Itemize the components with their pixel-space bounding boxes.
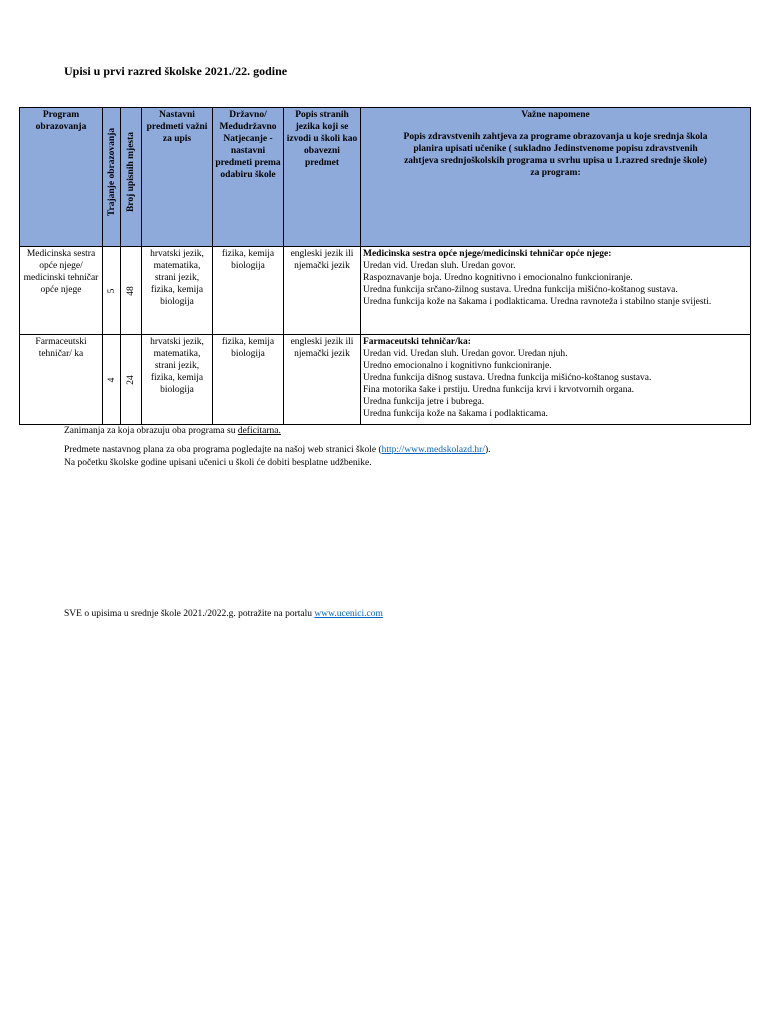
row-natjecanje: fizika, kemija biologija (213, 335, 284, 425)
header-program: Program obrazovanja (20, 108, 103, 247)
header-trajanje: Trajanje obrazovanja (103, 108, 121, 247)
row-natjecanje: fizika, kemija biologija (213, 247, 284, 335)
note-plan: Predmete nastavnog plana za oba programa pogledajte na našoj web stranici škole (http://www.medskolazd.hr/). (64, 445, 491, 455)
ucenici-portal-link[interactable]: www.ucenici.com (314, 609, 383, 619)
row-requirements (361, 247, 751, 335)
row-predmeti: hrvatski jezik, matematika, strani jezik, fizika, kemija biologija (142, 247, 213, 335)
row-broj: 48 (121, 247, 142, 335)
requirements-title: Medicinska sestra opće njege/medicinski tehničar opće njege: (363, 249, 612, 259)
requirement-line: Raspoznavanje boja. Uredno kognitivno i emocionalno funkcioniranje. (363, 273, 633, 283)
note-sve: SVE o upisima u srednje škole 2021./2022.g. potražite na portalu www.ucenici.com (64, 609, 383, 619)
row-program: Farmaceutski tehničar/ ka (20, 335, 103, 425)
note-deficitarna: Zanimanja za koja obrazuju oba programa su deficitarna. (64, 426, 281, 436)
requirement-line: Uredna funkcija srčano-žilnog sustava. Uredna funkcija mišićno-koštanog sustava. (363, 285, 678, 295)
page-title: Upisi u prvi razred školske 2021./22. godine (64, 64, 288, 78)
requirement-line: Fina motorika šake i prstiju. Uredna funkcija krvi i krvotvornih organa. (363, 385, 635, 395)
header-jezik: Popis stranih jezika koji se izvodi u školi kao obavezni predmet (284, 108, 361, 247)
row-jezik: engleski jezik ili njemački jezik (284, 335, 361, 425)
header-predmeti: Nastavni predmeti važni za upis (142, 108, 213, 247)
row-program: Medicinska sestra opće njege/ medicinski tehničar opće njege (20, 247, 103, 335)
requirement-line: Uredna funkcija kože na šakama i podlakticama. Uredna ravnoteža i stabilno stanje svijesti. (363, 297, 712, 307)
note-udzbenici: Na početku školske godine upisani učenici u školi će dobiti besplatne udžbenike. (64, 458, 372, 468)
requirements-title: Farmaceutski tehničar/ka: (363, 337, 471, 347)
requirement-line: Uredna funkcija dišnog sustava. Uredna funkcija mišićno-koštanog sustava. (363, 373, 652, 383)
row-requirements (361, 335, 751, 425)
requirement-line: Uredan vid. Uredan sluh. Uredan govor. (363, 261, 516, 271)
table-row (20, 247, 751, 335)
school-website-link[interactable]: http://www.medskolazd.hr/ (381, 445, 485, 455)
table-row (20, 335, 751, 425)
requirement-line: Uredna funkcija kože na šakama i podlakticama. (363, 409, 548, 419)
enrollment-table (19, 107, 751, 425)
header-napomene (361, 108, 751, 247)
row-trajanje: 4 (103, 335, 121, 425)
header-natjecanje: Državno/ Međudržavno Natjecanje - nastavni predmeti prema odabiru škole (213, 108, 284, 247)
row-trajanje: 5 (103, 247, 121, 335)
table-header-row (20, 108, 751, 247)
row-broj: 24 (121, 335, 142, 425)
row-jezik: engleski jezik ili njemački jezik (284, 247, 361, 335)
row-predmeti: hrvatski jezik, matematika, strani jezik, fizika, kemija biologija (142, 335, 213, 425)
header-broj: Broj upisnih mjesta (121, 108, 142, 247)
napomene-title: Važne napomene (521, 110, 590, 120)
requirement-line: Uredna funkcija jetre i bubrega. (363, 397, 485, 407)
deficitarna-word: deficitarna. (237, 426, 281, 436)
napomene-text: Popis zdravstvenih zahtjeva za programe obrazovanja u koje srednja škola planira upisati učenike ( sukladno Jedinstvenome popisu zdravstvenih zahtjeva srednjoškolskih programa u svrhu upisa u 1.razred srednje škole) za program: (403, 132, 708, 178)
requirement-line: Uredno emocionalno i kognitivno funkcioniranje. (363, 361, 552, 371)
requirement-line: Uredan vid. Uredan sluh. Uredan govor. Uredan njuh. (363, 349, 568, 359)
